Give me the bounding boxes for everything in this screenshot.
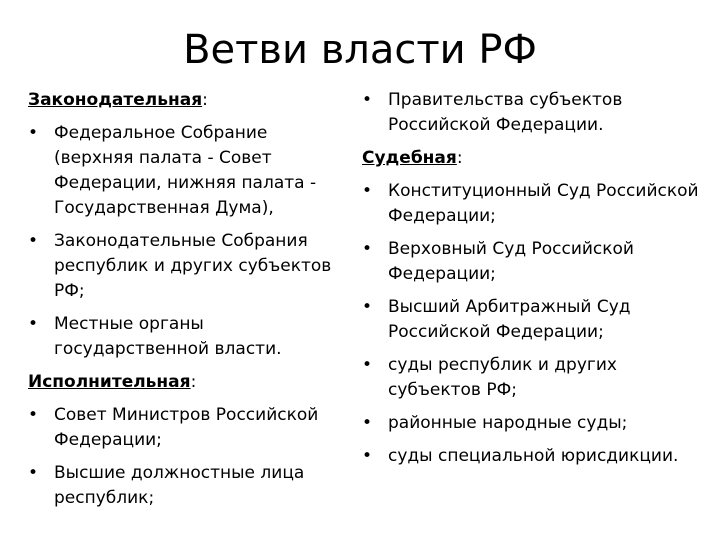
list-item <box>362 353 707 403</box>
list-item-text: Конституционный Суд Российской Федерации; <box>388 181 699 226</box>
list-item-text: Верховный Суд Российской Федерации; <box>388 239 634 284</box>
list-item <box>28 229 346 304</box>
list-item <box>362 444 707 469</box>
legislative-label: Законодательная <box>28 90 203 110</box>
bullet-icon: • <box>362 413 373 433</box>
list-item <box>28 312 346 362</box>
bullet-icon: • <box>362 355 373 375</box>
list-item-text: Совет Министров Российской Федерации; <box>54 405 319 450</box>
list-item-text: Федеральное Собрание (верхняя палата - Совет Федерации, нижняя палата - Государственная Дума), <box>54 123 317 218</box>
right-column <box>362 88 707 469</box>
bullet-icon: • <box>28 314 39 334</box>
left-column <box>28 88 346 511</box>
list-item-text: суды республик и других субъектов РФ; <box>388 355 617 400</box>
list-item <box>362 411 707 436</box>
list-item-text: Высший Арбитражный Суд Российской Федерации; <box>388 297 631 342</box>
list-item <box>362 237 707 287</box>
bullet-icon: • <box>362 297 373 317</box>
heading-colon: : <box>456 148 463 168</box>
bullet-icon: • <box>362 90 373 110</box>
list-item-text: суды специальной юрисдикции. <box>388 446 679 466</box>
heading-colon: : <box>202 90 208 110</box>
bullet-icon: • <box>28 231 39 251</box>
list-item <box>28 403 346 453</box>
bullet-icon: • <box>362 239 373 259</box>
judicial-heading <box>362 146 707 171</box>
list-item-text: Местные органы государственной власти. <box>54 314 282 359</box>
list-item-text: Законодательные Собрания республик и других субъектов РФ; <box>54 231 332 301</box>
bullet-icon: • <box>362 446 373 466</box>
bullet-icon: • <box>28 463 39 483</box>
list-item <box>28 461 346 511</box>
legislative-heading <box>28 88 346 113</box>
judicial-label: Судебная <box>362 148 457 168</box>
bullet-icon: • <box>28 123 39 143</box>
list-item-text: Высшие должностные лица республик; <box>54 463 305 508</box>
list-item <box>28 121 346 221</box>
executive-heading <box>28 370 346 395</box>
bullet-icon: • <box>28 405 39 425</box>
list-item <box>362 295 707 345</box>
bullet-icon: • <box>362 181 373 201</box>
list-item-text: районные народные суды; <box>388 413 628 433</box>
executive-label: Исполнительная <box>28 372 191 392</box>
list-item <box>362 179 707 229</box>
list-item <box>362 88 707 138</box>
slide-title: Ветви власти РФ <box>183 27 537 73</box>
heading-colon: : <box>190 372 197 392</box>
list-item-text: Правительства субъектов Российской Федерации. <box>388 90 623 135</box>
